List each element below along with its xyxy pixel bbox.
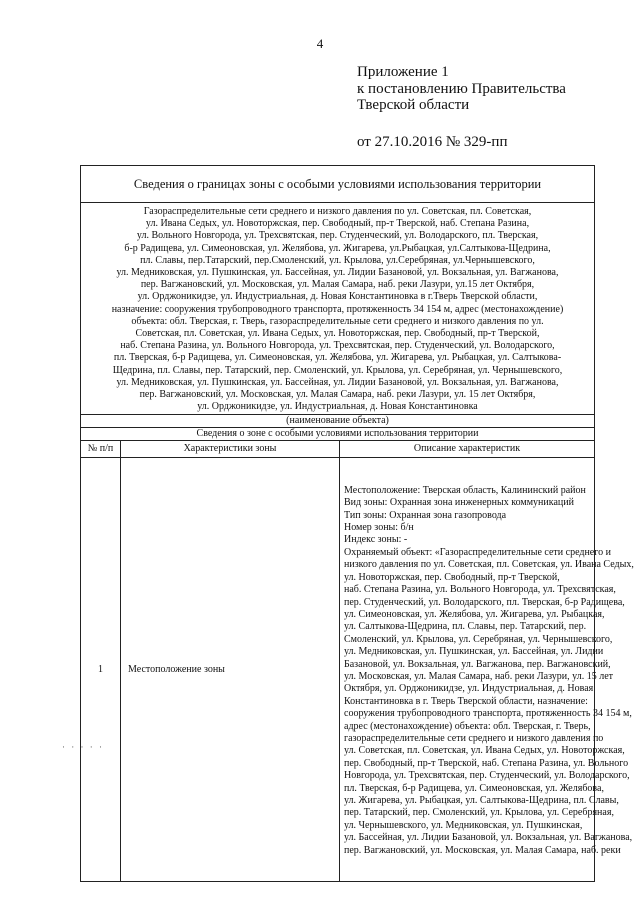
description-line: Индекс зоны: -: [344, 534, 408, 546]
description-line: Охраняемый объект: «Газораспределительные сети среднего и: [344, 546, 611, 558]
description-line: пер. Татарский, пер. Смоленский, ул. Крылова, ул. Серебряная,: [344, 807, 614, 819]
description-line: сооружения трубопроводного транспорта, протяженность 34 154 м,: [344, 708, 632, 720]
appendix-date: от 27.10.2016 № 329-пп: [357, 133, 508, 150]
description-line: ул. Московская, ул. Малая Самара, наб. реки Лазури, ул. 15 лет: [344, 670, 614, 682]
zone-document: [80, 165, 634, 882]
object-line: пер. Вагжановский, ул. Московская, ул. Малая Самара, наб. реки Лазури, ул.15 лет Октября,: [140, 279, 535, 291]
description-line: газораспределительные сети среднего и низкого давления по: [344, 732, 604, 744]
col-number-header: № п/п: [81, 441, 121, 457]
margin-marks: · · · · ·: [62, 742, 104, 752]
table-header-row: [81, 441, 594, 457]
object-line: объекта: обл. Тверская, г. Тверь, газораспределительные сети среднего и низкого давления по ул.: [131, 315, 544, 327]
object-line: ул. Орджоникидзе, ул. Индустриальная, д. Новая Константиновка в г.Тверь Тверской области,: [137, 291, 538, 303]
description-line: пл. Тверская, б-р Радищева, ул. Симеоновская, ул. Желябова,: [344, 782, 604, 794]
description-line: пер. Вагжановский, ул. Московская, ул. Малая Самара, наб. реки: [344, 844, 621, 856]
description-line: ул. Чернышевского, ул. Медниковская, ул. Пушкинская,: [344, 819, 583, 831]
zone-table: [81, 441, 634, 881]
description-line: наб. Степана Разина, ул. Вольного Новгорода, ул. Трехсвятская,: [344, 584, 616, 596]
object-line: Газораспределительные сети среднего и низкого давления по ул. Советская, пл. Советская,: [143, 206, 532, 217]
description-line: Константиновка в г. Тверь Тверской области, назначение:: [344, 695, 588, 707]
object-line: ул. Вольного Новгорода, ул. Трехсвятская, пер. Студенческий, ул. Володарского, пл. Тверская,: [136, 230, 539, 242]
description-line: ул. Советская, пл. Советская, ул. Ивана Седых, ул. Новоторжская,: [344, 745, 625, 757]
description-line: Номер зоны: б/н: [344, 522, 414, 534]
object-line: пер. Вагжановский, ул. Московская, ул. Малая Самара, наб. реки Лазури, ул. 15 лет Октября,: [139, 389, 536, 401]
description-line: Октября, ул. Орджоникидзе, ул. Индустриальная, д. Новая: [344, 683, 594, 695]
object-name-block: [81, 203, 594, 414]
description-line: Местоположение: Тверская область, Калининский район: [344, 484, 586, 496]
appendix-block: [357, 64, 566, 150]
description-line: Вид зоны: Охранная зона инженерных коммуникаций: [344, 497, 574, 509]
description-line: пер. Свободный, пр-т Тверской, наб. Степана Разина, ул. Вольного: [344, 757, 629, 769]
appendix-title: Приложение 1: [357, 64, 449, 80]
description-line: ул. Бассейная, ул. Лидии Базановой, ул. Вокзальная, ул. Вагжанова,: [344, 832, 633, 844]
description-line: Тип зоны: Охранная зона газопровода: [344, 509, 507, 521]
object-line: б-р Радищева, ул. Симеоновская, ул. Желябова, ул. Жигарева, ул.Рыбацкая, ул.Салтыкова-Щедрина,: [124, 242, 551, 254]
object-line: Советская, пл. Советская, ул. Ивана Седых, ул. Новоторжская, пер. Свободный, пр-т Тверской,: [135, 328, 540, 340]
description-line: ул. Медниковская, ул. Пушкинская, ул. Бассейная, ул. Лидии: [344, 646, 604, 658]
col-description-header: Описание характеристик: [340, 441, 595, 457]
row-description: [340, 457, 634, 881]
zone-info-header: Сведения о зоне с особыми условиями использования территории: [81, 428, 594, 441]
object-line: назначение: сооружения трубопроводного транспорта, протяженность 34 154 м, адрес (местонахождение): [111, 303, 564, 315]
object-line: ул. Медниковская, ул. Пушкинская, ул. Бассейная, ул. Лидии Базановой, ул. Вокзальная, ул. Вагжанова,: [116, 376, 559, 388]
description-line: ул. Салтыкова-Щедрина, пл. Славы, пер. Татарский, пер.: [344, 621, 587, 633]
description-line: пер. Студенческий, ул. Володарского, пл. Тверская, б-р Радищева,: [344, 596, 625, 608]
object-caption: (наименование объекта): [81, 414, 594, 428]
appendix-region: Тверской области: [357, 97, 470, 113]
object-line: пл. Славы, пер.Татарский, пер.Смоленский, ул. Крылова, ул.Серебряная, ул.Чернышевского,: [140, 254, 535, 266]
description-line: ул. Жигарева, ул. Рыбацкая, ул. Салтыкова-Щедрина, пл. Славы,: [344, 795, 619, 807]
description-line: Новгорода, ул. Трехсвятская, пер. Студенческий, ул. Володарского,: [344, 770, 630, 782]
col-characteristics-header: Характеристики зоны: [121, 441, 340, 457]
page-number: 4: [316, 36, 324, 51]
row-characteristic: Местоположение зоны: [121, 457, 340, 881]
object-line: ул. Орджоникидзе, ул. Индустриальная, д. Новая Константиновка: [197, 401, 478, 413]
description-line: ул. Симеоновская, ул. Желябова, ул. Жигарева, ул. Рыбацкая,: [344, 608, 605, 620]
object-line: пл. Тверская, б-р Радищева, ул. Симеоновская, ул. Желябова, ул. Жигарева, ул. Рыбацкая, ул. Салтыкова-: [113, 352, 562, 364]
description-line: адрес (местонахождение) объекта: обл. Тверская, г. Тверь,: [344, 720, 591, 732]
object-line: ул. Ивана Седых, ул. Новоторжская, пер. Свободный, пр-т Тверской, наб. Степана Разина,: [145, 218, 530, 230]
document-title: Сведения о границах зоны с особыми условиями использования территории: [81, 166, 594, 203]
description-line: Смоленский, ул. Крылова, ул. Серебряная, ул. Чернышевского,: [344, 633, 613, 645]
table-row: [81, 457, 594, 881]
description-line: Базановой, ул. Вокзальная, ул. Вагжанова, пер. Вагжановский,: [344, 658, 611, 670]
object-line: Щедрина, пл. Славы, пер. Татарский, пер. Смоленский, ул. Крылова, ул. Серебряная, ул. Чернышевского,: [112, 364, 563, 376]
row-number: 1: [81, 457, 121, 881]
object-line: ул. Медниковская, ул. Пушкинская, ул. Бассейная, ул. Лидии Базановой, ул. Вокзальная, ул. Вагжанова,: [116, 267, 559, 279]
appendix-reference: к постановлению Правительства: [357, 80, 566, 97]
object-line: наб. Степана Разина, ул. Вольного Новгорода, ул. Трехсвятская, пер. Студенческий, ул. Володарского,: [120, 340, 555, 352]
description-line: низкого давления по ул. Советская, пл. Советская, ул. Ивана Седых,: [344, 559, 634, 571]
description-line: ул. Новоторжская, пер. Свободный, пр-т Тверской,: [344, 571, 560, 583]
